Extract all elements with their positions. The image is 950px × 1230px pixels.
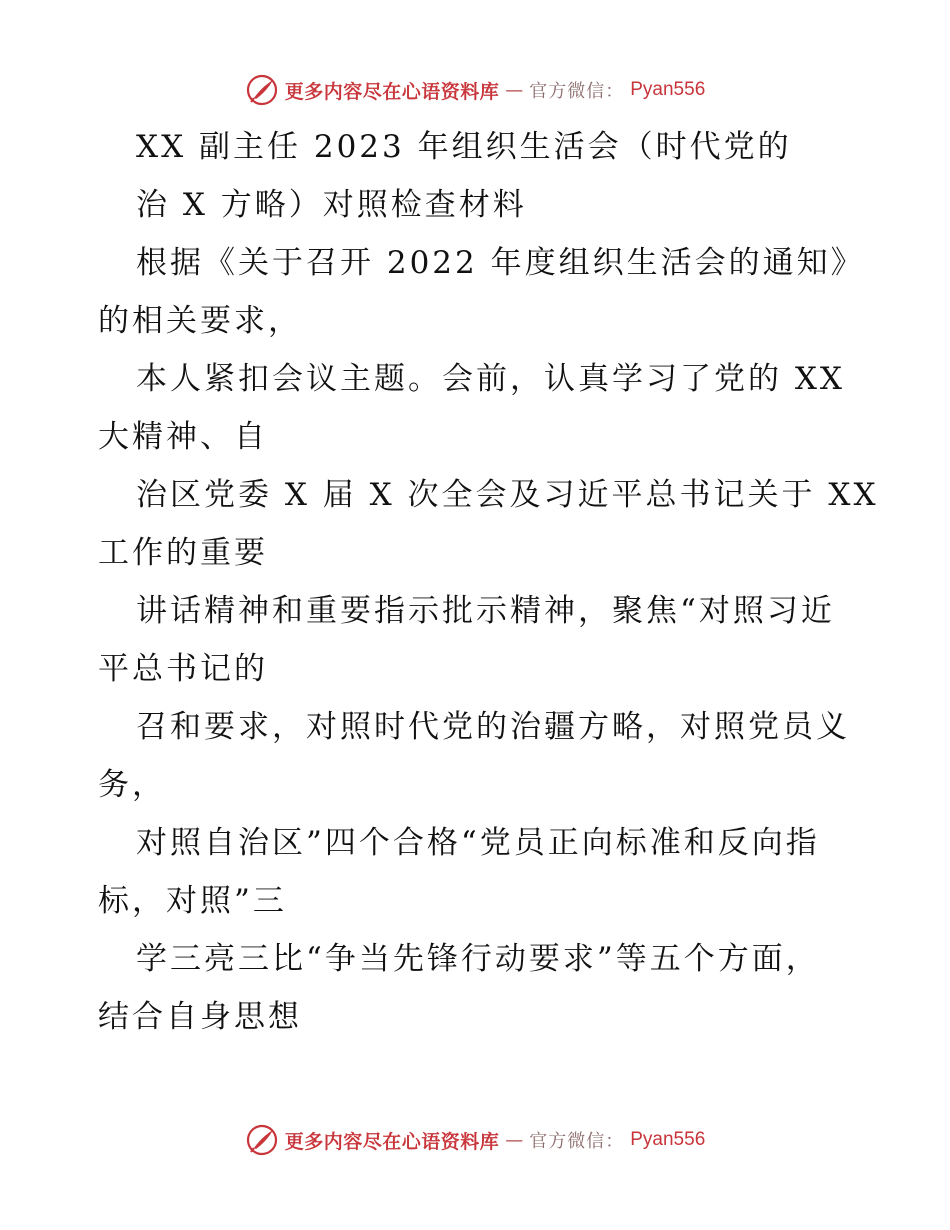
- watermark-official-label: 官方微信：: [529, 1131, 625, 1152]
- feather-pen-logo-icon: [245, 73, 279, 107]
- doc-paragraph-line: 治区党委 X 届 X 次全会及习近平总书记关于 XX: [136, 477, 879, 513]
- doc-title-line-2: 治 X 方略）对照检查材料: [136, 187, 527, 223]
- feather-pen-logo-icon: [245, 1123, 279, 1157]
- doc-paragraph-line: 对照自治区”四个合格“党员正向标准和反向指: [136, 825, 820, 861]
- doc-paragraph-line: 工作的重要: [98, 535, 268, 571]
- watermark-wechat-id: Pyan556: [630, 79, 706, 100]
- watermark-main-text: 更多内容尽在心语资料库: [284, 1130, 500, 1153]
- watermark-main-text: 更多内容尽在心语资料库: [284, 80, 500, 103]
- doc-paragraph-line: 结合自身思想: [98, 999, 302, 1035]
- doc-paragraph-line: 召和要求，对照时代党的治疆方略，对照党员义: [136, 709, 850, 745]
- watermark-separator: —: [505, 1129, 524, 1151]
- doc-paragraph-line: 本人紧扣会议主题。会前，认真学习了党的 XX: [136, 361, 845, 397]
- document-body: [98, 118, 879, 1046]
- doc-paragraph-line: 讲话精神和重要指示批示精神，聚焦“对照习近: [136, 593, 835, 629]
- doc-title-line-1: XX 副主任 2023 年组织生活会（时代党的: [136, 129, 792, 165]
- doc-paragraph-line: 大精神、自: [98, 419, 268, 455]
- doc-paragraph-line: 务，: [98, 767, 166, 803]
- doc-paragraph-line: 根据《关于召开 2022 年度组织生活会的通知》: [136, 245, 865, 281]
- watermark-wechat-id: Pyan556: [630, 1129, 706, 1150]
- doc-paragraph-line: 平总书记的: [98, 651, 268, 687]
- watermark-banner-bottom: [0, 1120, 950, 1160]
- doc-paragraph-line: 的相关要求，: [98, 303, 302, 339]
- watermark-banner-top: [0, 70, 950, 110]
- doc-paragraph-line: 学三亮三比“争当先锋行动要求”等五个方面，: [136, 941, 820, 977]
- doc-paragraph-line: 标，对照”三: [98, 883, 287, 919]
- watermark-official-label: 官方微信：: [529, 81, 625, 102]
- watermark-separator: —: [505, 79, 524, 101]
